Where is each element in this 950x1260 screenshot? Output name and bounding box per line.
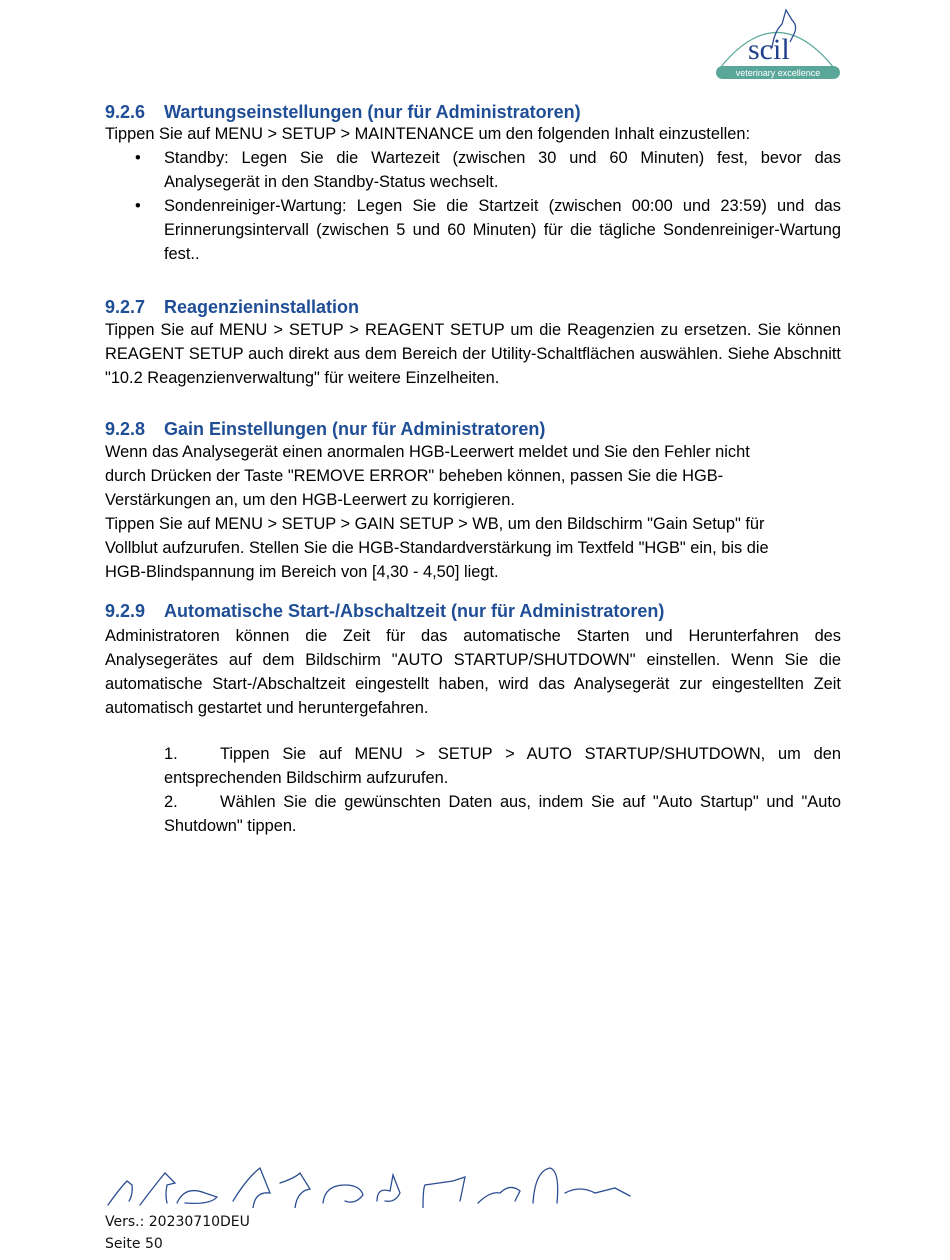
paragraph: Administratoren können die Zeit für das automatische Starten und Herunterfahren des Analysegerätes auf dem Bildschirm "AUTO STARTUP/SHUTDOWN" einstellen. Wenn Sie die automatische Start-/Abschaltzeit eingestellt haben, wird das Analysegerät zur eingestellten Zeit automatisch gestartet und heruntergefahren.: [105, 627, 841, 717]
paragraph: Tippen Sie auf MENU > SETUP > REAGENT SETUP um die Reagenzien zu ersetzen. Sie können REAGENT SETUP auch direkt aus dem Bereich der Utility-Schaltflächen auswählen. Siehe Abschnitt "10.2 Reagenzienverwaltung" für weitere Einzelheiten.: [105, 321, 841, 387]
section-body-9-2-6: [105, 122, 841, 266]
list-item: 2. Wählen Sie die gewünschten Daten aus, indem Sie auf "Auto Startup" und "Auto Shutdown" tippen.: [164, 793, 841, 835]
text-line: durch Drücken der Taste "REMOVE ERROR" beheben können, passen Sie die HGB-: [105, 467, 724, 485]
section-body-9-2-8: [105, 440, 841, 584]
animal-silhouettes-decoration: [105, 1163, 635, 1208]
text-line: Wenn das Analysegerät einen anormalen HGB-Leerwert meldet und Sie den Fehler nicht: [105, 443, 750, 461]
text-line: HGB-Blindspannung im Bereich von [4,30 - 4,50] liegt.: [105, 563, 499, 581]
text-line: Tippen Sie auf MENU > SETUP > GAIN SETUP > WB, um den Bildschirm "Gain Setup" für: [105, 515, 765, 533]
text-line: Verstärkungen an, um den HGB-Leerwert zu korrigieren.: [105, 491, 515, 509]
list-item: 1. Tippen Sie auf MENU > SETUP > AUTO STARTUP/SHUTDOWN, um den entsprechenden Bildschirm aufzurufen.: [164, 745, 841, 787]
section-heading-9-2-8: 9.2.8 Gain Einstellungen (nur für Administratoren): [105, 419, 546, 439]
section-heading-9-2-7: 9.2.7 Reagenzieninstallation: [105, 297, 360, 317]
scil-logo: [712, 2, 842, 82]
numbered-list: [105, 742, 841, 838]
text-line: Vollblut aufzurufen. Stellen Sie die HGB-Standardverstärkung im Textfeld "HGB" ein, bis die: [105, 539, 769, 557]
bullet-item: • Sondenreiniger-Wartung: Legen Sie die Startzeit (zwischen 00:00 und 23:59) und das Erinnerungsintervall (zwischen 5 und 60 Minuten) für die tägliche Sondenreiniger-Wartung fest..: [105, 194, 841, 266]
section-heading-9-2-6: 9.2.6 Wartungseinstellungen (nur für Administratoren): [105, 102, 581, 122]
footer-version: Vers.: 20230710DEU: [105, 1214, 250, 1230]
paragraph: Tippen Sie auf MENU > SETUP > MAINTENANCE um den folgenden Inhalt einzustellen:: [105, 125, 751, 143]
section-heading-9-2-9: 9.2.9 Automatische Start-/Abschaltzeit (nur für Administratoren): [105, 601, 665, 621]
logo-brand: scil: [748, 33, 790, 66]
bullet-item: • Standby: Legen Sie die Wartezeit (zwischen 30 und 60 Minuten) fest, bevor das Analysegerät in den Standby-Status wechselt.: [105, 146, 841, 194]
logo-tagline: veterinary excellence: [735, 68, 821, 78]
footer-page-number: Seite 50: [105, 1236, 163, 1252]
